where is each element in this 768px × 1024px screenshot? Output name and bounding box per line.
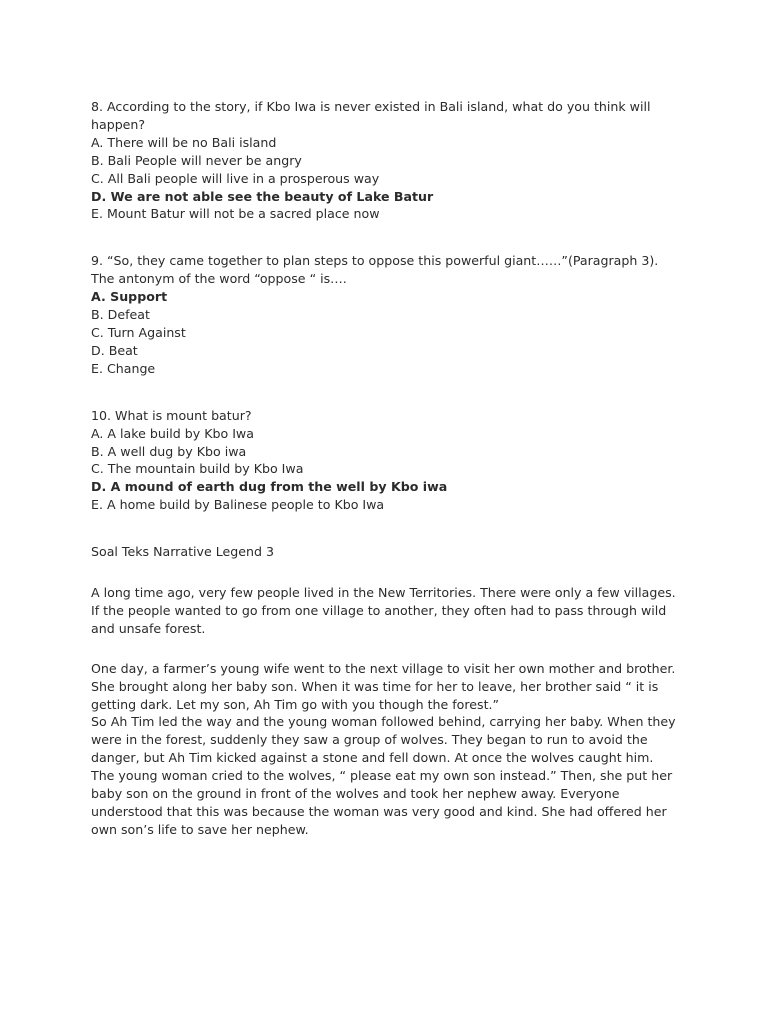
option-a: A. A lake build by Kbo Iwa [91,425,254,441]
story-paragraph-2: One day, a farmer’s young wife went to the next village to visit her own mother and brother. She brought along her baby son. When it was time for her to leave, her brother said “ it is getting dark. Let my son, Ah Tim go with you though the forest.” [91,660,676,712]
question-10 [91,407,676,514]
question-8 [91,98,676,223]
option-b: B. A well dug by Kbo iwa [91,443,247,459]
option-d-answer: D. A mound of earth dug from the well by Kbo iwa [91,479,448,495]
option-d-answer: D. We are not able see the beauty of Lake Batur [91,188,434,204]
option-e: E. A home build by Balinese people to Kbo Iwa [91,497,385,513]
option-b: B. Bali People will never be angry [91,152,302,168]
option-a-answer: A. Support [91,289,168,305]
section-heading: Soal Teks Narrative Legend 3 [91,544,274,560]
option-e: E. Mount Batur will not be a sacred place now [91,206,380,222]
option-c: C. All Bali people will live in a prosperous way [91,170,380,186]
story-paragraph-1: A long time ago, very few people lived in the New Territories. There were only a few villages. If the people wanted to go from one village to another, they often had to pass through wild and unsafe forest. [91,585,676,636]
option-a: A. There will be no Bali island [91,134,277,150]
document-content [91,98,676,861]
option-c: C. Turn Against [91,324,186,340]
option-b: B. Defeat [91,307,150,323]
question-stem: 8. According to the story, if Kbo Iwa is never existed in Bali island, what do you think will happen? [91,99,651,132]
option-d: D. Beat [91,342,138,358]
option-e: E. Change [91,360,156,376]
question-stem: 9. “So, they came together to plan steps to oppose this powerful giant……”(Paragraph 3). The antonym of the word “oppose “ is…. [91,253,659,287]
story-paragraph-3: So Ah Tim led the way and the young woman followed behind, carrying her baby. When they were in the forest, suddenly they saw a group of wolves. They began to run to avoid the danger, but Ah Tim kicked against a stone and fell down. At once the wolves caught him. The young woman cried to the wolves, “ please eat my own son instead.” Then, she put her baby son on the ground in front of the wolves and took her nephew away. Everyone understood that this was because the woman was very good and kind. She had offered her own son’s life to save her nephew. [91,714,676,837]
question-9 [91,252,676,377]
question-stem: 10. What is mount batur? [91,407,252,423]
option-c: C. The mountain build by Kbo Iwa [91,461,304,477]
